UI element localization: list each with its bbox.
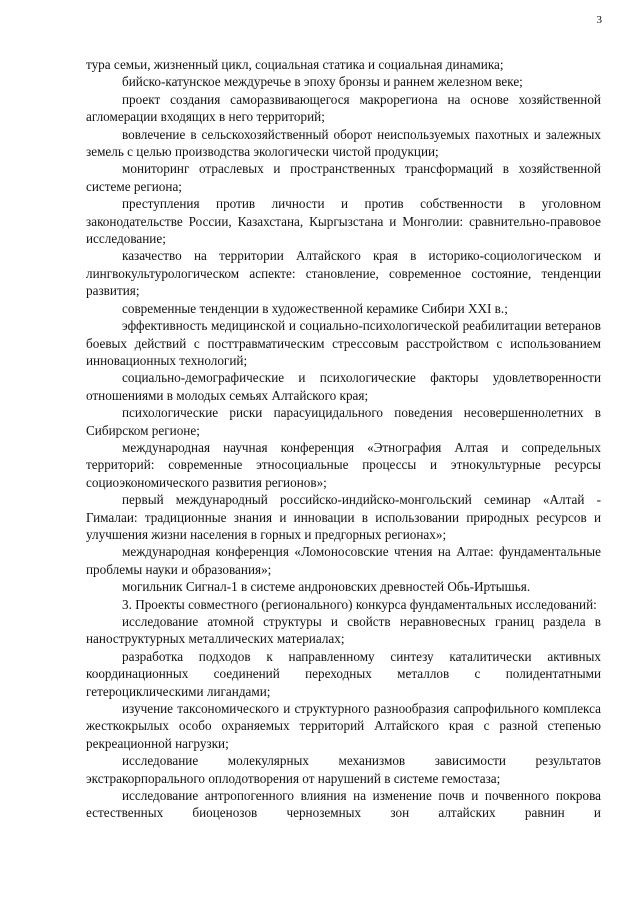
- paragraph: исследование атомной структуры и свойств неравновесных границ раздела в наноструктурных металлических материалах;: [86, 614, 601, 647]
- paragraph: вовлечение в сельскохозяйственный оборот неиспользуемых пахотных и залежных земель с целью производства экологически чистой продукции;: [86, 126, 601, 160]
- paragraph: исследование молекулярных механизмов зависимости результатов экстракорпорального оплодотворения от нарушений в системе гемостаза;: [86, 753, 601, 786]
- paragraph: современные тенденции в художественной керамике Сибири XXI в.;: [122, 300, 508, 316]
- paragraph: тура семьи, жизненный цикл, социальная статика и социальная динамика;: [86, 57, 504, 72]
- paragraph: казачество на территории Алтайского края в историко-социологическом и лингвокультурологическом аспекте: становление, современное состояние, тенденции развития;: [86, 248, 601, 299]
- paragraph: бийско-катунское междуречье в эпоху бронзы и раннем железном веке;: [122, 74, 523, 90]
- paragraph: социально-демографические и психологические факторы удовлетворенности отношениями в молодых семьях Алтайского края;: [86, 370, 601, 403]
- paragraph: исследование антропогенного влияния на изменение почв и почвенного покрова естественных биоценозов черноземных зон алтайских равнин и: [86, 788, 601, 821]
- paragraph: эффективность медицинской и социально-психологической реабилитации ветеранов боевых действий с посттравматическим стрессовым расстройством с использованием инновационных технологий;: [86, 318, 601, 368]
- paragraph: изучение таксономического и структурного разнообразия сапрофильного комплекса жесткокрылых особо охраняемых территорий Алтайского края с разной степенью рекреационной нагрузки;: [86, 701, 601, 751]
- paragraph: психологические риски парасуицидального поведения несовершеннолетних в Сибирском регионе;: [86, 405, 601, 438]
- paragraph: международная конференция «Ломоносовские чтения на Алтае: фундаментальные проблемы науки и образования»;: [86, 544, 601, 577]
- paragraph: проект создания саморазвивающегося макрорегиона на основе хозяйственной агломерации входящих в него территорий;: [86, 91, 601, 125]
- section-heading: 3. Проекты совместного (регионального) конкурса фундаментальных исследований:: [122, 596, 597, 612]
- paragraph: разработка подходов к направленному синтезу каталитически активных координационных соединений переходных металлов с полидентатными гетероциклическими лигандами;: [86, 648, 601, 699]
- paragraph: преступления против личности и против собственности в уголовном законодательстве России, Казахстана, Кыргызстана и Монголии: сравнительно-правовое исследование;: [86, 196, 601, 247]
- paragraph: первый международный российско-индийско-монгольский семинар «Алтай - Гималаи: традиционные знания и инновации в использовании природных ресурсов и улучшения жизни населения в горных и предгорных регионах»;: [86, 492, 601, 542]
- paragraph: международная научная конференция «Этнография Алтая и сопредельных территорий: современные этносоциальные процессы и этнокультурные ресурсы социоэкономического развития регионов»;: [86, 439, 601, 490]
- paragraph: могильник Сигнал-1 в системе андроновских древностей Обь-Иртышья.: [122, 579, 531, 595]
- paragraph: мониторинг отраслевых и пространственных трансформаций в хозяйственной системе региона;: [86, 161, 601, 194]
- page-number: 3: [596, 14, 602, 26]
- body-text: [86, 56, 601, 822]
